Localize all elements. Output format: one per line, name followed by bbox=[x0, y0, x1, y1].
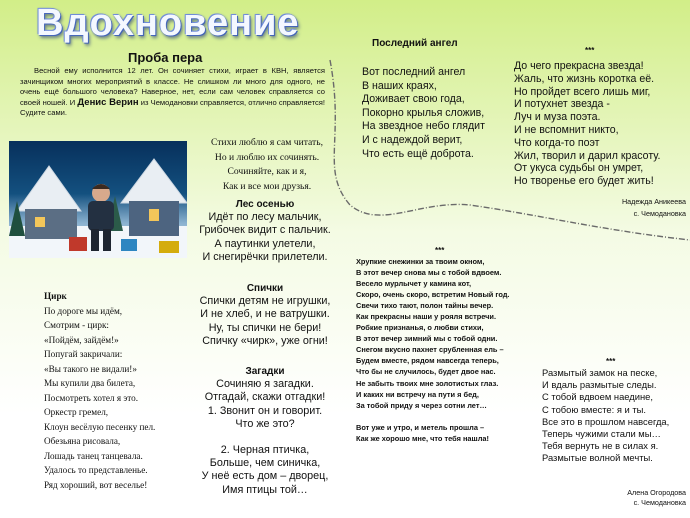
spichki-heading: Спички bbox=[246, 283, 284, 294]
poem-line: 1. Звонит он и говорит. bbox=[207, 404, 323, 417]
poem-line: Что же это? bbox=[235, 417, 295, 430]
poem-line: Ряд хороший, вот веселье! bbox=[44, 479, 148, 490]
winter-house-illustration bbox=[9, 141, 187, 258]
poem-line: В этот вечер снова мы с тобой вдвоем. bbox=[356, 268, 502, 278]
cirk-poem bbox=[44, 289, 194, 492]
poem-line: Но творенье его будет жить! bbox=[514, 175, 654, 188]
poem-line: Жил, творил и дарил красоту. bbox=[514, 149, 661, 162]
zvezda-signature bbox=[560, 196, 686, 220]
boy-photo bbox=[9, 141, 187, 258]
poem-line: Будем вместе, рядом навсегда теперь, bbox=[356, 356, 499, 366]
poem-line: Попугай закричали: bbox=[44, 349, 123, 359]
poem-line: Свечи тихо тают, полон тайны вечер. bbox=[356, 301, 494, 311]
cirk-heading: Цирк bbox=[44, 291, 67, 301]
poem-line: Вот последний ангел bbox=[362, 66, 466, 78]
author-name: Надежда Аникеева bbox=[621, 197, 686, 206]
poem-line: Хрупкие снежинки за твоим окном, bbox=[356, 257, 485, 266]
poem-line: Оркестр гремел, bbox=[44, 407, 109, 417]
poem-line: Весело мурлычет у камина кот, bbox=[356, 279, 472, 289]
les-poem bbox=[190, 198, 340, 264]
poem-line: Посмотреть хотел я это. bbox=[44, 392, 139, 403]
poem-line: Доживает свою года, bbox=[362, 93, 465, 106]
poem-line: Имя птицы той… bbox=[222, 483, 308, 496]
poem-line: Вот уже и утро, и метель прошла – bbox=[356, 422, 485, 432]
zamok-stars: *** bbox=[606, 357, 616, 366]
poem-line: Луч и муза поэта. bbox=[514, 111, 601, 124]
poem-line: 2. Черная птичка, bbox=[220, 444, 310, 457]
poem-line: Что бы не случилось, будет двое нас. bbox=[356, 367, 496, 377]
proba-outro: из Чемодановки справляется, отлично справляется! Судите сами. bbox=[20, 97, 325, 118]
poem-line: Размытый замок на песке, bbox=[542, 367, 658, 378]
poem-line: С тобою вместе: я и ты. bbox=[542, 403, 646, 415]
poem-line: Лошадь танец танцевала. bbox=[44, 450, 143, 461]
poem-line: Смотрим - цирк: bbox=[44, 320, 109, 330]
zvezda-stars: *** bbox=[585, 46, 595, 55]
poem-line: Как прекрасны наши у рояля встречи. bbox=[356, 312, 497, 322]
poem-line: И вдаль размытые следы. bbox=[542, 379, 657, 391]
spichki-poem bbox=[190, 282, 340, 348]
zvezda-poem bbox=[514, 60, 690, 188]
poem-line: И потухнет звезда - bbox=[514, 98, 610, 111]
poem-line: Мы купили два билета, bbox=[44, 378, 136, 388]
poem-line: Скоро, очень скоро, встретим Новый год. bbox=[356, 290, 510, 300]
poem-line: Грибочек видит с пальчик. bbox=[199, 224, 331, 237]
proba-intro: Весной ему исполнится 12 лет. Он сочиняет стихи, играет в КВН, является зачинщиком многих мероприятий в классе. Не слишком ли много для одного, не очень ещё большого человека? Наверное, нет, если сам человек справляется со своей ношей. И bbox=[20, 66, 325, 107]
poem-line: Что есть ещё доброта. bbox=[362, 147, 474, 160]
poem-line: Тебя вернуть не в силах я. bbox=[542, 440, 659, 452]
proba-heading: Проба пера bbox=[128, 50, 203, 65]
poem-line: И не хлеб, и не ватрушки. bbox=[200, 308, 330, 321]
poem-line: Клоун весёлую песенку пел. bbox=[44, 421, 156, 432]
angel-heading: Последний ангел bbox=[372, 38, 458, 49]
poem-line: Робкие признанья, о любви стихи, bbox=[356, 323, 484, 333]
poem-line: И не вспомнит никто, bbox=[514, 123, 619, 136]
poem-line: По дороге мы идём, bbox=[44, 305, 123, 316]
poem-line: Ну, ты спички не бери! bbox=[208, 321, 322, 334]
poem-line: Все это в прошлом навсегда, bbox=[542, 415, 670, 427]
poem-line: Отгадай, скажи отгадки! bbox=[204, 391, 326, 404]
poem-line: Удалось то представленье. bbox=[44, 465, 148, 475]
author-place: с. Чемодановка bbox=[633, 209, 686, 218]
poem-line: Что когда-то поэт bbox=[514, 136, 600, 149]
poem-line: Не забыть твоих мне золотистых глаз. bbox=[356, 378, 499, 388]
poem-line: Но пройдет всего лишь миг, bbox=[514, 85, 651, 98]
proba-intro-paragraph bbox=[20, 66, 325, 119]
snezhinki-poem bbox=[356, 256, 556, 444]
poem-line: И каких ни встречу на пути я бед, bbox=[356, 389, 479, 399]
poem-line: В наших краях, bbox=[362, 79, 437, 92]
poem-line: «Вы такого не видали!» bbox=[44, 363, 137, 374]
poem-line: Сочиняйте, как и я, bbox=[227, 166, 307, 177]
zagadki-poem bbox=[190, 365, 340, 497]
poem-line: Сочиняю я загадки. bbox=[216, 378, 314, 391]
zagadki-heading: Загадки bbox=[245, 366, 285, 377]
poem-line: Стихи люблю я сам читать, bbox=[210, 137, 324, 148]
author-place: с. Чемодановка bbox=[633, 498, 686, 507]
poem-line: Идёт по лесу мальчик, bbox=[208, 211, 322, 224]
page-title: Вдохновение bbox=[36, 2, 300, 44]
snezhinki-stars: *** bbox=[435, 246, 445, 255]
poem-line: А паутинки улетели, bbox=[214, 237, 316, 250]
poem-line: Жаль, что жизнь коротка её. bbox=[514, 72, 655, 85]
zamok-signature bbox=[560, 488, 686, 508]
stihi-poem bbox=[192, 136, 342, 194]
poem-line: Обезьяна рисовала, bbox=[44, 436, 121, 446]
poem-line: Больше, чем синичка, bbox=[209, 457, 321, 470]
poem-line: В этот вечер зимний мы с тобой одни. bbox=[356, 334, 498, 344]
poem-line: У неё есть дом – дворец, bbox=[201, 470, 329, 483]
poem-line: И с надеждой верит, bbox=[362, 133, 463, 146]
poem-line: Покорно крылья сложив, bbox=[362, 106, 485, 119]
poem-line: Размытые волной мечты. bbox=[542, 452, 653, 464]
poem-line: Спички детям не игрушки, bbox=[199, 295, 331, 308]
poem-line: С тобой вдвоем наедине, bbox=[542, 391, 654, 403]
poem-line: Как же хорошо мне, что тебя нашла! bbox=[356, 433, 489, 443]
poem-line: Как и все мои друзья. bbox=[222, 180, 312, 192]
poem-line: От укуса судьбы он умрет, bbox=[514, 162, 644, 175]
poem-line: Но и люблю их сочинять. bbox=[214, 151, 320, 163]
poem-line: Спичку «чирк», уже огни! bbox=[202, 334, 328, 347]
angel-poem bbox=[362, 66, 512, 161]
poem-line: Теперь чужими стали мы… bbox=[542, 428, 661, 440]
poem-line: За тобой приду я через сотни лет… bbox=[356, 400, 487, 410]
author-name: Денис Верин bbox=[77, 96, 139, 108]
poem-line: И снегирёчки прилетели. bbox=[202, 250, 328, 263]
author-name: Алена Огородова bbox=[627, 488, 686, 497]
poem-line: Снегом вкусно пахнет срубленная ель – bbox=[356, 345, 504, 355]
poem-line: До чего прекрасна звезда! bbox=[514, 60, 644, 72]
les-heading: Лес осенью bbox=[235, 199, 295, 210]
zamok-poem bbox=[542, 367, 690, 465]
poem-line: «Пойдём, зайдём!» bbox=[44, 334, 119, 345]
poem-line: На звездное небо глядит bbox=[362, 120, 485, 133]
